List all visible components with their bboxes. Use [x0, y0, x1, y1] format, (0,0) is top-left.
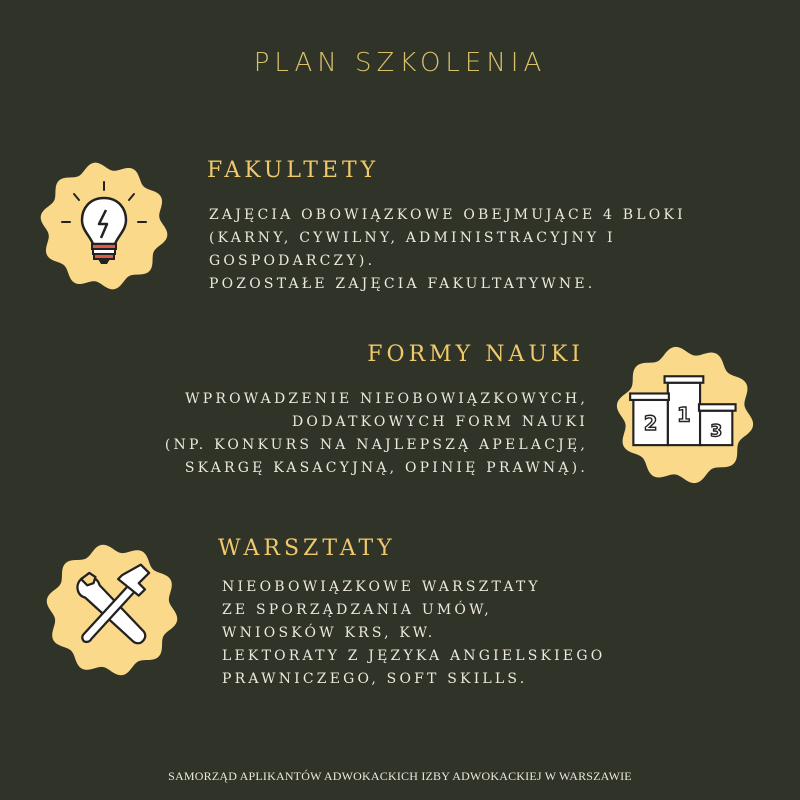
text-line: DODATKOWYCH FORM NAUKI	[292, 414, 588, 430]
text-line: ZAJĘCIA OBOWIĄZKOWE OBEJMUJĄCE 4 BLOKI	[209, 207, 686, 223]
section-heading-warsztaty: WARSZTATY	[218, 536, 396, 561]
podium-badge	[614, 344, 756, 486]
tools-badge	[44, 542, 180, 678]
section-text-formy-nauki	[165, 388, 588, 480]
podium-label-3: 3	[710, 421, 723, 442]
text-line: PRAWNICZEGO, SOFT SKILLS.	[222, 671, 528, 687]
podium-label-2: 2	[643, 412, 658, 436]
text-line: (KARNY, CYWILNY, ADMINISTRACYJNY I	[209, 230, 616, 246]
text-line: NIEOBOWIĄZKOWE WARSZTATY	[222, 579, 541, 595]
text-line: WPROWADZENIE NIEOBOWIĄZKOWYCH,	[185, 391, 588, 407]
section-heading-formy-nauki: FORMY NAUKI	[367, 342, 584, 367]
section-heading-fakultety: FAKULTETY	[207, 158, 380, 183]
text-line: GOSPODARCZY).	[209, 253, 376, 269]
section-text-warsztaty	[222, 576, 605, 691]
text-line: POZOSTAŁE ZAJĘCIA FAKULTATYWNE.	[209, 276, 596, 292]
page-title: PLAN SZKOLENIA	[253, 48, 547, 78]
text-line: WNIOSKÓW KRS, KW.	[222, 625, 436, 641]
text-line: ZE SPORZĄDZANIA UMÓW,	[222, 602, 492, 618]
text-line: LEKTORATY Z JĘZYKA ANGIELSKIEGO	[222, 648, 606, 664]
podium-label-1: 1	[677, 403, 691, 427]
text-line: (NP. KONKURS NA NAJLEPSZĄ APELACJĘ,	[164, 437, 588, 453]
text-line: SKARGĘ KASACYJNĄ, OPINIĘ PRAWNĄ).	[184, 460, 588, 476]
section-text-fakultety	[209, 204, 686, 296]
lightbulb-badge	[38, 160, 170, 292]
footer: SAMORZĄD APLIKANTÓW ADWOKACKICH IZBY ADWOKACKIEJ W WARSZAWIE	[168, 769, 632, 783]
